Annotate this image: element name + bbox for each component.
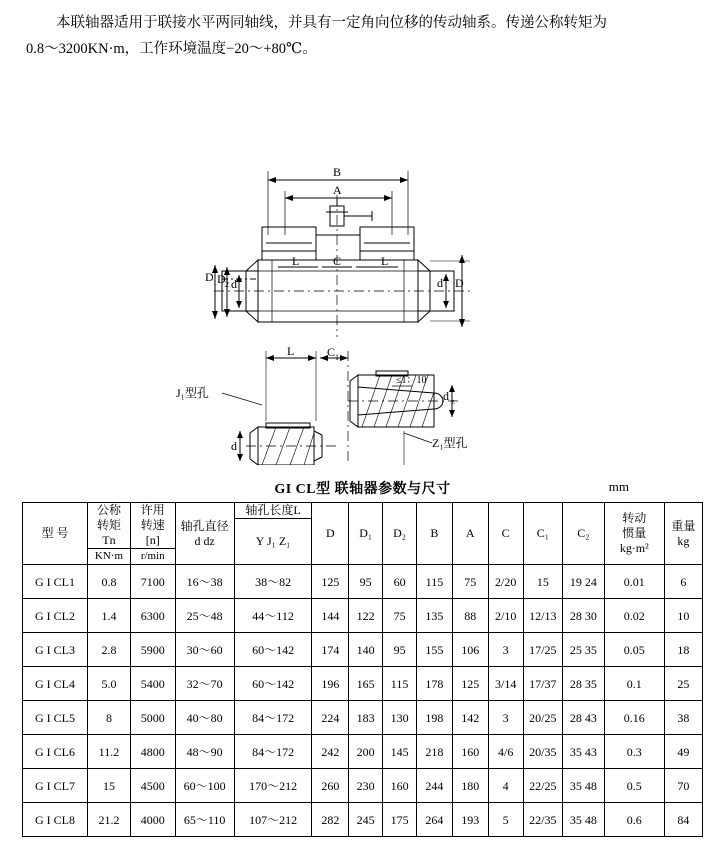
cell-A: 125 xyxy=(452,667,488,701)
cell-A: 106 xyxy=(452,633,488,667)
cell-inertia: 0.3 xyxy=(604,735,664,769)
cell-C: 3 xyxy=(488,633,523,667)
cell-C2: 28 30 xyxy=(562,599,604,633)
cell-model: G I CL4 xyxy=(23,667,88,701)
cell-speed: 5900 xyxy=(130,633,175,667)
cell-D2: 160 xyxy=(383,769,417,803)
intro-line-2: 0.8～3200KN·m，工作环境温度−20～+80℃。 xyxy=(26,41,317,57)
th-bore-diameter xyxy=(175,503,234,565)
cell-torque: 11.2 xyxy=(87,735,130,769)
cell-weight: 49 xyxy=(664,735,702,769)
cell-bore-len: 60～142 xyxy=(234,667,312,701)
cell-weight: 6 xyxy=(664,565,702,599)
th-weight-l2: kg xyxy=(677,533,690,548)
cell-A: 180 xyxy=(452,769,488,803)
cell-weight: 18 xyxy=(664,633,702,667)
cell-model: G I CL7 xyxy=(23,769,88,803)
th-torque xyxy=(87,503,130,549)
cell-D2: 60 xyxy=(383,565,417,599)
cell-C2: 25 35 xyxy=(562,633,604,667)
cell-D: 125 xyxy=(312,565,349,599)
cell-speed: 5000 xyxy=(130,701,175,735)
dim-label-D2: D xyxy=(217,272,226,286)
cell-torque: 2.8 xyxy=(87,633,130,667)
th-torque-l1: 公称 xyxy=(96,503,121,517)
cell-D1: 183 xyxy=(349,701,383,735)
cell-inertia: 0.1 xyxy=(604,667,664,701)
cell-C1: 17/25 xyxy=(523,633,562,667)
cell-torque: 21.2 xyxy=(87,803,130,837)
cell-A: 193 xyxy=(452,803,488,837)
th-B: B xyxy=(417,503,453,565)
cell-D: 282 xyxy=(312,803,349,837)
cell-bore-dia: 32～70 xyxy=(175,667,234,701)
cell-model: G I CL5 xyxy=(23,701,88,735)
th-inertia-l2: 惯量 xyxy=(622,526,647,540)
th-torque-l2: 转矩 xyxy=(96,518,121,532)
svg-text:2: 2 xyxy=(225,280,229,289)
cell-inertia: 0.01 xyxy=(604,565,664,599)
cell-D1: 245 xyxy=(349,803,383,837)
dim-label-d-left: d xyxy=(231,277,237,291)
cell-weight: 38 xyxy=(664,701,702,735)
cell-weight: 10 xyxy=(664,599,702,633)
cell-C: 3 xyxy=(488,701,523,735)
cell-D2: 130 xyxy=(383,701,417,735)
th-speed-unit: r/min xyxy=(130,549,175,565)
svg-text:z: z xyxy=(451,397,455,406)
svg-text:1: 1 xyxy=(335,353,339,362)
cell-model: G I CL1 xyxy=(23,565,88,599)
cell-D2: 175 xyxy=(383,803,417,837)
cell-inertia: 0.6 xyxy=(604,803,664,837)
cell-bore-len: 170～212 xyxy=(234,769,312,803)
cell-C1: 22/35 xyxy=(523,803,562,837)
cell-D: 144 xyxy=(312,599,349,633)
cell-C: 5 xyxy=(488,803,523,837)
cell-bore-len: 84～172 xyxy=(234,735,312,769)
intro-paragraph xyxy=(26,10,702,62)
dim-label-d-right: d xyxy=(437,276,443,290)
cell-D: 260 xyxy=(312,769,349,803)
cell-bore-dia: 30～60 xyxy=(175,633,234,667)
table-row xyxy=(23,735,703,769)
dim-label-d-lower: d xyxy=(231,439,237,453)
cell-C: 2/20 xyxy=(488,565,523,599)
cell-A: 160 xyxy=(452,735,488,769)
th-D2: D₂ xyxy=(383,503,417,565)
th-C: C xyxy=(488,503,523,565)
cell-torque: 15 xyxy=(87,769,130,803)
table-row xyxy=(23,633,703,667)
cell-torque: 0.8 xyxy=(87,565,130,599)
cell-inertia: 0.16 xyxy=(604,701,664,735)
cell-C1: 20/35 xyxy=(523,735,562,769)
th-D1: D₁ xyxy=(349,503,383,565)
cell-inertia: 0.02 xyxy=(604,599,664,633)
cell-C: 3/14 xyxy=(488,667,523,701)
cell-bore-len: 38～82 xyxy=(234,565,312,599)
dim-label-L-lower: L xyxy=(287,344,295,358)
th-inertia xyxy=(604,503,664,565)
th-speed-l2: 转速 xyxy=(140,518,165,532)
cell-D: 224 xyxy=(312,701,349,735)
cell-bore-dia: 25～48 xyxy=(175,599,234,633)
cell-C2: 28 43 xyxy=(562,701,604,735)
cell-bore-dia: 40～80 xyxy=(175,701,234,735)
cell-torque: 1.4 xyxy=(87,599,130,633)
th-weight xyxy=(664,503,702,565)
th-A: A xyxy=(452,503,488,565)
dim-label-D1: D xyxy=(205,270,214,284)
cell-C1: 15 xyxy=(523,565,562,599)
table-unit-label: mm xyxy=(608,479,629,494)
cell-bore-dia: 48～90 xyxy=(175,735,234,769)
th-C1: C₁ xyxy=(523,503,562,565)
cell-D1: 230 xyxy=(349,769,383,803)
cell-weight: 84 xyxy=(664,803,702,837)
cell-C1: 22/25 xyxy=(523,769,562,803)
cell-B: 198 xyxy=(417,701,453,735)
cell-inertia: 0.05 xyxy=(604,633,664,667)
parameters-table-body xyxy=(23,565,703,837)
table-row xyxy=(23,769,703,803)
cell-D1: 165 xyxy=(349,667,383,701)
cell-bore-len: 60～142 xyxy=(234,633,312,667)
cell-bore-len: 44～112 xyxy=(234,599,312,633)
th-speed xyxy=(130,503,175,549)
cell-speed: 4800 xyxy=(130,735,175,769)
dim-label-L-right: L xyxy=(381,254,389,268)
cell-B: 115 xyxy=(417,565,453,599)
table-row xyxy=(23,599,703,633)
cell-B: 135 xyxy=(417,599,453,633)
cell-inertia: 0.5 xyxy=(604,769,664,803)
dim-label-L-left: L xyxy=(292,254,300,268)
dim-label-A: A xyxy=(333,183,342,197)
cell-B: 155 xyxy=(417,633,453,667)
cell-D1: 95 xyxy=(349,565,383,599)
hole-label-Z1: Z₁型孔 xyxy=(432,436,468,450)
dim-label-D: D xyxy=(455,276,464,290)
cell-B: 218 xyxy=(417,735,453,769)
table-title: GI CL型 联轴器参数与尺寸 xyxy=(274,482,451,497)
th-bore-diameter-l1: 轴孔直径 xyxy=(180,518,229,533)
th-speed-l1: 许用 xyxy=(140,503,165,517)
cell-C2: 28 35 xyxy=(562,667,604,701)
cell-speed: 7100 xyxy=(130,565,175,599)
cell-B: 264 xyxy=(417,803,453,837)
cell-A: 75 xyxy=(452,565,488,599)
cell-D: 196 xyxy=(312,667,349,701)
cell-bore-len: 84～172 xyxy=(234,701,312,735)
table-row xyxy=(23,701,703,735)
dim-label-C1: C xyxy=(327,345,336,359)
cell-C2: 35 43 xyxy=(562,735,604,769)
cell-model: G I CL2 xyxy=(23,599,88,633)
coupling-technical-drawing xyxy=(0,75,725,465)
th-bore-length: 轴孔长度L xyxy=(234,503,312,519)
cell-bore-dia: 16～38 xyxy=(175,565,234,599)
cell-weight: 70 xyxy=(664,769,702,803)
cell-D2: 95 xyxy=(383,633,417,667)
taper-label: ≤1：10 xyxy=(396,375,427,386)
cell-model: G I CL8 xyxy=(23,803,88,837)
cell-C2: 19 24 xyxy=(562,565,604,599)
th-torque-unit: KN·m xyxy=(87,549,130,565)
th-C2: C₂ xyxy=(562,503,604,565)
cell-weight: 25 xyxy=(664,667,702,701)
cell-C: 2/10 xyxy=(488,599,523,633)
th-torque-l3: Tn xyxy=(102,533,116,547)
parameters-table xyxy=(22,502,703,837)
cell-A: 142 xyxy=(452,701,488,735)
cell-C1: 17/37 xyxy=(523,667,562,701)
th-speed-l3: [n] xyxy=(145,533,160,547)
cell-B: 244 xyxy=(417,769,453,803)
cell-C2: 35 48 xyxy=(562,803,604,837)
cell-A: 88 xyxy=(452,599,488,633)
dim-label-dz: d xyxy=(443,389,449,403)
cell-bore-dia: 60～100 xyxy=(175,769,234,803)
cell-C: 4 xyxy=(488,769,523,803)
cell-speed: 4000 xyxy=(130,803,175,837)
cell-C1: 20/25 xyxy=(523,701,562,735)
th-model: 型 号 xyxy=(23,503,88,565)
th-inertia-l3: kg·m² xyxy=(619,541,649,555)
table-row xyxy=(23,667,703,701)
cell-D: 242 xyxy=(312,735,349,769)
cell-D2: 115 xyxy=(383,667,417,701)
cell-C2: 35 48 xyxy=(562,769,604,803)
table-row xyxy=(23,565,703,599)
cell-D2: 75 xyxy=(383,599,417,633)
cell-C: 4/6 xyxy=(488,735,523,769)
th-bore-length-types: Y J₁ Z₁ xyxy=(234,519,312,565)
cell-D2: 145 xyxy=(383,735,417,769)
cell-speed: 4500 xyxy=(130,769,175,803)
cell-C1: 12/13 xyxy=(523,599,562,633)
th-bore-diameter-l2: d dz xyxy=(194,533,215,548)
dim-label-B: B xyxy=(333,165,342,179)
cell-B: 178 xyxy=(417,667,453,701)
table-row xyxy=(23,803,703,837)
cell-speed: 6300 xyxy=(130,599,175,633)
dim-label-C: C xyxy=(333,254,342,268)
svg-text:1: 1 xyxy=(213,278,217,287)
th-D: D xyxy=(312,503,349,565)
th-inertia-l1: 转动 xyxy=(622,511,647,525)
cell-D1: 122 xyxy=(349,599,383,633)
intro-line-1: 本联轴器适用于联接水平两同轴线，并具有一定角向位移的传动轴系。传递公称转矩为 xyxy=(56,15,607,31)
cell-D1: 200 xyxy=(349,735,383,769)
hole-label-J1: J₁型孔 xyxy=(176,386,209,400)
cell-torque: 8 xyxy=(87,701,130,735)
cell-bore-len: 107～212 xyxy=(234,803,312,837)
cell-D: 174 xyxy=(312,633,349,667)
cell-speed: 5400 xyxy=(130,667,175,701)
th-weight-l1: 重量 xyxy=(671,518,696,533)
cell-torque: 5.0 xyxy=(87,667,130,701)
cell-bore-dia: 65～110 xyxy=(175,803,234,837)
cell-model: G I CL6 xyxy=(23,735,88,769)
cell-D1: 140 xyxy=(349,633,383,667)
cell-model: G I CL3 xyxy=(23,633,88,667)
